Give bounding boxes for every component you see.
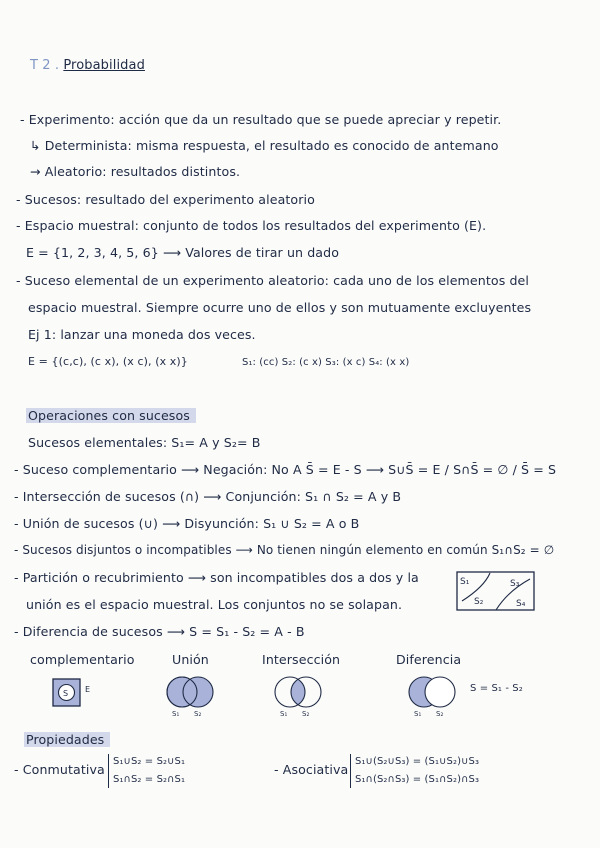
venn-label-intersection: Intersección xyxy=(262,652,341,667)
venn-difference-formula: S = S₁ - S₂ xyxy=(470,683,523,694)
note-experimento: - Experimento: acción que da un resultado que se puede apreciar y repetir. xyxy=(20,112,502,127)
note-complementario: - Suceso complementario ⟶ Negación: No A S̄ = E - S ⟶ S∪S̄ = E / S∩S̄ = ∅ / S̄̄ = S xyxy=(14,462,557,477)
note-ejemplo-sucesos: S₁: (cc) S₂: (c x) S₃: (x c) S₄: (x x) xyxy=(242,357,410,368)
venn-label-complement: complementario xyxy=(30,652,135,667)
venn-difference xyxy=(404,672,464,720)
prop-asociativa-interseccion: S₁∩(S₂∩S₃) = (S₁∩S₂)∩S₃ xyxy=(355,774,480,785)
note-espacio-ejemplo: E = {1, 2, 3, 4, 5, 6} ⟶ Valores de tirar un dado xyxy=(26,245,340,260)
section-propiedades xyxy=(24,732,110,747)
section-propiedades-label: Propiedades xyxy=(24,732,110,747)
venn-label-difference: Diferencia xyxy=(396,652,462,667)
note-suceso-elemental-2: espacio muestral. Siempre ocurre uno de ellos y son mutuamente excluyentes xyxy=(28,300,532,315)
venn-intersection-label-b: S₂ xyxy=(302,710,310,718)
venn-intersection-label-a: S₁ xyxy=(280,710,288,718)
note-determinista: ↳ Determinista: misma respuesta, el resultado es conocido de antemano xyxy=(30,138,499,153)
note-espacio-muestral: - Espacio muestral: conjunto de todos los resultados del experimento (E). xyxy=(16,218,487,233)
venn-union-b xyxy=(183,677,213,707)
partition-s1: S₁ xyxy=(460,577,470,587)
venn-difference-label-b: S₂ xyxy=(436,710,444,718)
venn-union-label-b: S₂ xyxy=(194,710,202,718)
note-diferencia: - Diferencia de sucesos ⟶ S = S₁ - S₂ = A - B xyxy=(14,624,305,639)
section-operaciones xyxy=(26,408,196,423)
prop-asociativa-label: - Asociativa xyxy=(274,762,349,777)
partition-diagram xyxy=(456,571,536,613)
section-operaciones-label: Operaciones con sucesos xyxy=(26,408,196,423)
page-title xyxy=(30,58,145,73)
venn-complement xyxy=(50,676,100,710)
partition-s3: S₃ xyxy=(510,579,520,589)
venn-complement-inner: S xyxy=(63,689,69,698)
prop-conmutativa-interseccion: S₁∩S₂ = S₂∩S₁ xyxy=(113,774,186,785)
note-union: - Unión de sucesos (∪) ⟶ Disyunción: S₁ ∪ S₂ = A o B xyxy=(14,516,360,531)
prop-conmutativa-brace xyxy=(108,754,109,788)
note-suceso-elemental: - Suceso elemental de un experimento aleatorio: cada uno de los elementos del xyxy=(16,273,530,288)
note-particion-2: unión es el espacio muestral. Los conjuntos no se solapan. xyxy=(26,597,403,612)
title-number: T 2 . xyxy=(30,58,60,73)
note-particion: - Partición o recubrimiento ⟶ son incompatibles dos a dos y la xyxy=(14,570,419,585)
partition-s4: S₄ xyxy=(516,599,526,609)
note-aleatorio: → Aleatorio: resultados distintos. xyxy=(30,164,241,179)
venn-label-union: Unión xyxy=(172,652,209,667)
note-sucesos: - Sucesos: resultado del experimento aleatorio xyxy=(16,192,315,207)
venn-difference-b xyxy=(425,677,455,707)
title-word: Probabilidad xyxy=(63,58,145,73)
prop-conmutativa-union: S₁∪S₂ = S₂∪S₁ xyxy=(113,756,186,767)
partition-s2: S₂ xyxy=(474,597,484,607)
prop-asociativa-union: S₁∪(S₂∪S₃) = (S₁∪S₂)∪S₃ xyxy=(355,756,480,767)
venn-union xyxy=(162,672,222,720)
note-ejemplo-espacio: E = {(c,c), (c x), (x c), (x x)} xyxy=(28,355,188,368)
venn-union-label-a: S₁ xyxy=(172,710,180,718)
prop-conmutativa-label: - Conmutativa xyxy=(14,762,105,777)
note-disjuntos: - Sucesos disjuntos o incompatibles ⟶ No tienen ningún elemento en común S₁∩S₂ = ∅ xyxy=(14,543,555,557)
note-ejemplo-1: Ej 1: lanzar una moneda dos veces. xyxy=(28,327,256,342)
prop-asociativa-brace xyxy=(350,754,351,788)
note-sucesos-elementales: Sucesos elementales: S₁= A y S₂= B xyxy=(28,435,261,450)
venn-difference-label-a: S₁ xyxy=(414,710,422,718)
venn-complement-outer: E xyxy=(85,685,91,694)
note-interseccion: - Intersección de sucesos (∩) ⟶ Conjunción: S₁ ∩ S₂ = A y B xyxy=(14,489,402,504)
venn-intersection xyxy=(270,672,330,720)
